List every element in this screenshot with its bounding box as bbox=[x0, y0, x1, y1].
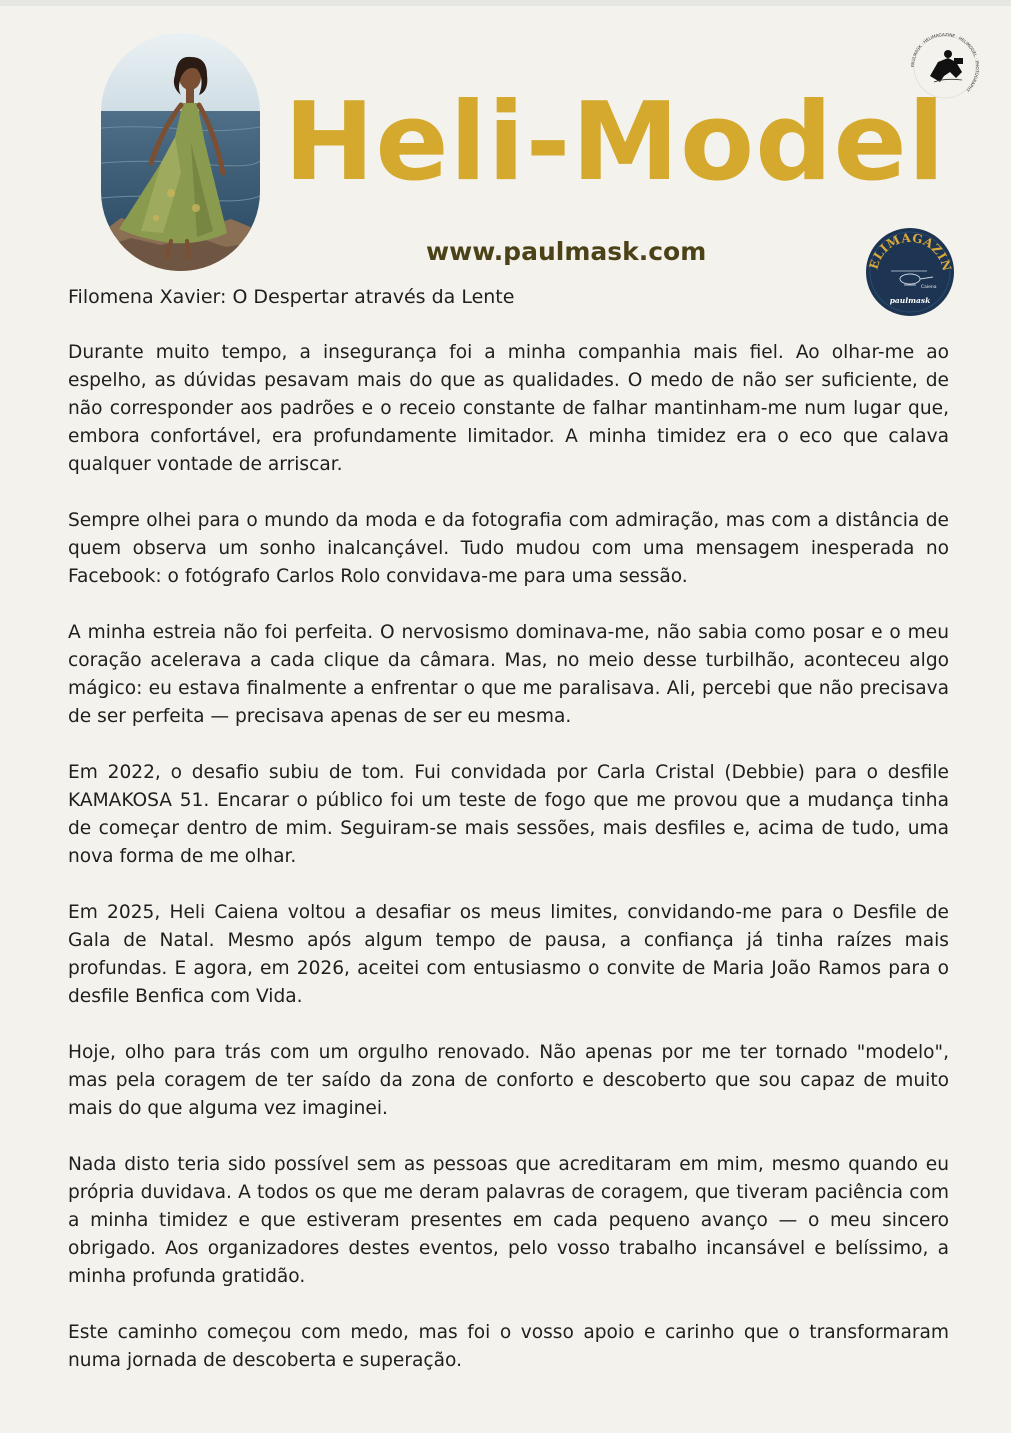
helimagazine-badge-logo bbox=[863, 227, 957, 317]
magazine-title: Heli-Model bbox=[284, 80, 946, 205]
website-url-link[interactable]: www.paulmask.com bbox=[426, 237, 707, 266]
article-paragraph: Este caminho começou com medo, mas foi o vosso apoio e carinho que o transformaram numa jornada de descoberta e superação. bbox=[68, 1322, 949, 1371]
article-paragraph: Hoje, olho para trás com um orgulho renovado. Não apenas por me ter tornado "modelo", mas pela coragem de ter saído da zona de conforto e descoberto que sou capaz de muito mais do que alguma vez imaginei. bbox=[68, 1042, 949, 1119]
article-paragraph: A minha estreia não foi perfeita. O nervosismo dominava-me, não sabia como posar e o meu coração acelerava a cada clique da câmara. Mas, no meio desse turbilhão, aconteceu algo mágico: eu estava finalmente a enfrentar o que me paralisava. Ali, percebi que não precisava de ser perfeita — precisava apenas de ser eu mesma. bbox=[68, 622, 949, 727]
photographer-signature-logo bbox=[904, 32, 986, 102]
badge-bottom-text: paulmask bbox=[889, 296, 931, 305]
article-paragraph: Durante muito tempo, a insegurança foi a minha companhia mais fiel. Ao olhar-me ao espelho, as dúvidas pesavam mais do que as qualidades. O medo de não ser suficiente, de não corresponder aos padrões e o receio constante de falhar mantinham-me num lugar que, embora confortável, era profundamente limitador. A minha timidez era o eco que calava qualquer vontade de arriscar. bbox=[68, 342, 949, 475]
article-paragraph: Nada disto teria sido possível sem as pessoas que acreditaram em mim, mesmo quando eu própria duvidava. A todos os que me deram palavras de coragem, que tiveram paciência com a minha timidez e que estiveram presentes em cada pequeno avanço — o meu sincero obrigado. Aos organizadores destes eventos, pelo vosso trabalho incansável e belíssimo, a minha profunda gratidão. bbox=[68, 1154, 949, 1287]
signature-ring-text: PAULMASK · HELIMAGAZINE · HELIMODEL · PHOTOGRAPHY bbox=[909, 32, 981, 93]
badge-center-text: Caiena bbox=[921, 285, 937, 290]
top-edge-strip bbox=[0, 0, 1011, 6]
badge-arc-text: ELIMAGAZIN bbox=[866, 230, 955, 273]
article-body bbox=[68, 339, 949, 1403]
article-paragraph: Em 2025, Heli Caiena voltou a desafiar os meus limites, convidando-me para o Desfile de Gala de Natal. Mesmo após algum tempo de pausa, a confiança já tinha raízes mais profundas. E agora, em 2026, aceitei com entusiasmo o convite de Maria João Ramos para o desfile Benfica com Vida. bbox=[68, 902, 949, 1007]
article-paragraph: Sempre olhei para o mundo da moda e da fotografia com admiração, mas com a distância de quem observa um sonho inalcançável. Tudo mudou com uma mensagem inesperada no Facebook: o fotógrafo Carlos Rolo convidava-me para uma sessão. bbox=[68, 510, 949, 587]
model-portrait-photo bbox=[101, 33, 260, 271]
article-headline: Filomena Xavier: O Despertar através da Lente bbox=[68, 286, 515, 308]
article-paragraph: Em 2022, o desafio subiu de tom. Fui convidada por Carla Cristal (Debbie) para o desfile KAMAKOSA 51. Encarar o público foi um teste de fogo que me provou que a mudança tinha de começar dentro de mim. Seguiram-se mais sessões, mais desfiles e, acima de tudo, uma nova forma de me olhar. bbox=[68, 762, 949, 867]
